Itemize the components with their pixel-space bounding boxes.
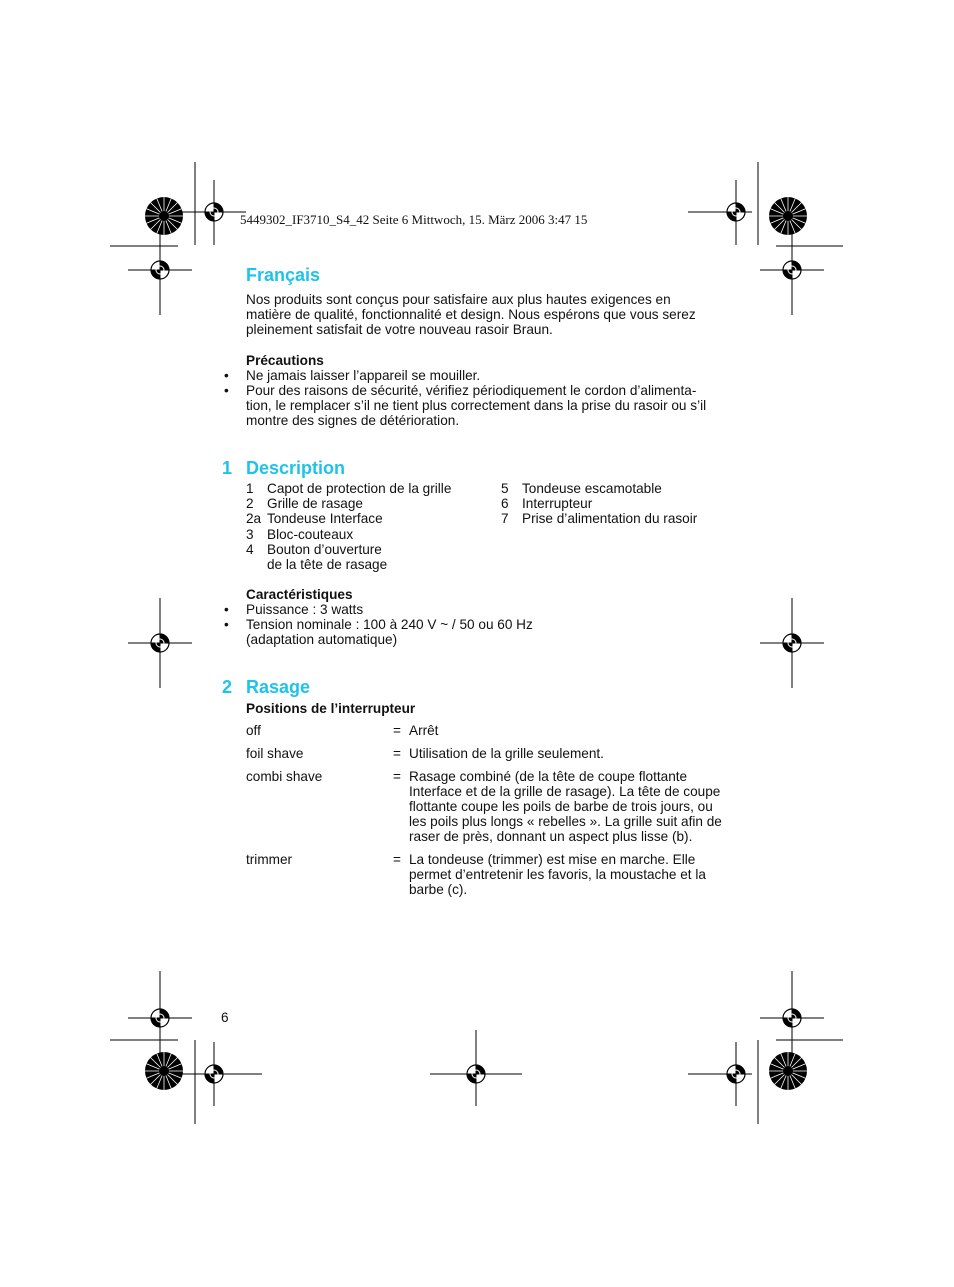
part-number: 7	[501, 511, 509, 526]
part-label: Interrupteur	[522, 496, 593, 511]
registration-mark-icon	[783, 634, 801, 652]
registration-mark-icon	[151, 1009, 169, 1027]
spec-line: (adaptation automatique)	[246, 632, 398, 647]
part-number: 2	[246, 496, 254, 511]
color-target-icon	[769, 1052, 807, 1090]
part-number: 3	[246, 527, 254, 542]
part-number: 2a	[246, 511, 262, 526]
part-label: Tondeuse escamotable	[522, 481, 662, 496]
registration-mark-icon	[205, 203, 223, 221]
spec-line: Puissance : 3 watts	[246, 602, 364, 617]
spec-line: Tension nominale : 100 à 240 V ~ / 50 ou 60 Hz	[246, 617, 533, 632]
part-label: de la tête de rasage	[267, 557, 388, 572]
registration-mark-icon	[205, 1065, 223, 1083]
switch-desc: raser de près, donnant un aspect plus lisse (b).	[409, 829, 693, 844]
bullet-icon: •	[224, 617, 229, 632]
part-number: 6	[501, 496, 509, 511]
registration-mark-icon	[727, 1065, 745, 1083]
switch-desc: barbe (c).	[409, 882, 468, 897]
part-number: 4	[246, 542, 254, 557]
section-number: 2	[222, 677, 233, 697]
precautions-heading: Précautions	[246, 353, 324, 368]
bullet-icon: •	[224, 368, 229, 383]
switch-desc: Arrêt	[409, 723, 439, 738]
intro-line: matière de qualité, fonctionnalité et design. Nous espérons que vous serez	[246, 307, 696, 322]
precaution-line: tion, le remplacer s’il ne tient plus correctement dans la prise du rasoir ou s’il	[246, 398, 707, 413]
part-label: Prise d’alimentation du rasoir	[522, 511, 698, 526]
page-number: 6	[221, 1010, 229, 1025]
switch-desc: Rasage combiné (de la tête de coupe flottante	[409, 769, 688, 784]
switch-desc: Interface et de la grille de rasage). La tête de coupe	[409, 784, 721, 799]
switch-key: trimmer	[246, 852, 293, 867]
switch-desc: permet d’entretenir les favoris, la moustache et la	[409, 867, 706, 882]
precaution-line: Ne jamais laisser l’appareil se mouiller.	[246, 368, 481, 383]
specs-heading: Caractéristiques	[246, 587, 353, 602]
intro-line: pleinement satisfait de votre nouveau rasoir Braun.	[246, 322, 553, 337]
part-number: 1	[246, 481, 254, 496]
intro-line: Nos produits sont conçus pour satisfaire aux plus hautes exigences en	[246, 292, 671, 307]
part-label: Capot de protection de la grille	[267, 481, 452, 496]
switch-desc: Utilisation de la grille seulement.	[409, 746, 604, 761]
color-target-icon	[769, 197, 807, 235]
switch-desc: les poils plus longs « rebelles ». La grille suit afin de	[409, 814, 722, 829]
color-target-icon	[145, 1052, 183, 1090]
equals-sign: =	[393, 769, 401, 784]
switch-key: off	[246, 723, 261, 738]
section-title-description: Description	[246, 458, 346, 478]
registration-mark-icon	[783, 1009, 801, 1027]
switch-positions-heading: Positions de l’interrupteur	[246, 701, 416, 716]
bullet-icon: •	[224, 383, 229, 398]
print-slug: 5449302_IF3710_S4_42 Seite 6 Mittwoch, 15. März 2006 3:47 15	[240, 212, 588, 227]
part-label: Bouton d’ouverture	[267, 542, 382, 557]
part-label: Bloc-couteaux	[267, 527, 354, 542]
switch-key: foil shave	[246, 746, 304, 761]
equals-sign: =	[393, 746, 401, 761]
precaution-line: Pour des raisons de sécurité, vérifiez périodiquement le cordon d’alimenta-	[246, 383, 697, 398]
switch-desc: flottante coupe les poils de barbe de trois jours, ou	[409, 799, 713, 814]
part-label: Tondeuse Interface	[267, 511, 383, 526]
switch-key: combi shave	[246, 769, 323, 784]
precaution-line: montre des signes de détérioration.	[246, 413, 460, 428]
registration-mark-icon	[783, 261, 801, 279]
switch-desc: La tondeuse (trimmer) est mise en marche. Elle	[409, 852, 696, 867]
part-number: 5	[501, 481, 509, 496]
part-label: Grille de rasage	[267, 496, 363, 511]
registration-mark-icon	[727, 203, 745, 221]
bullet-icon: •	[224, 602, 229, 617]
registration-mark-icon	[151, 261, 169, 279]
section-title-rasage: Rasage	[246, 677, 311, 697]
color-target-icon	[145, 197, 183, 235]
registration-mark-icon	[467, 1065, 485, 1083]
equals-sign: =	[393, 852, 401, 867]
equals-sign: =	[393, 723, 401, 738]
section-title-francais: Français	[246, 265, 321, 285]
section-number: 1	[222, 458, 233, 478]
registration-mark-icon	[151, 634, 169, 652]
